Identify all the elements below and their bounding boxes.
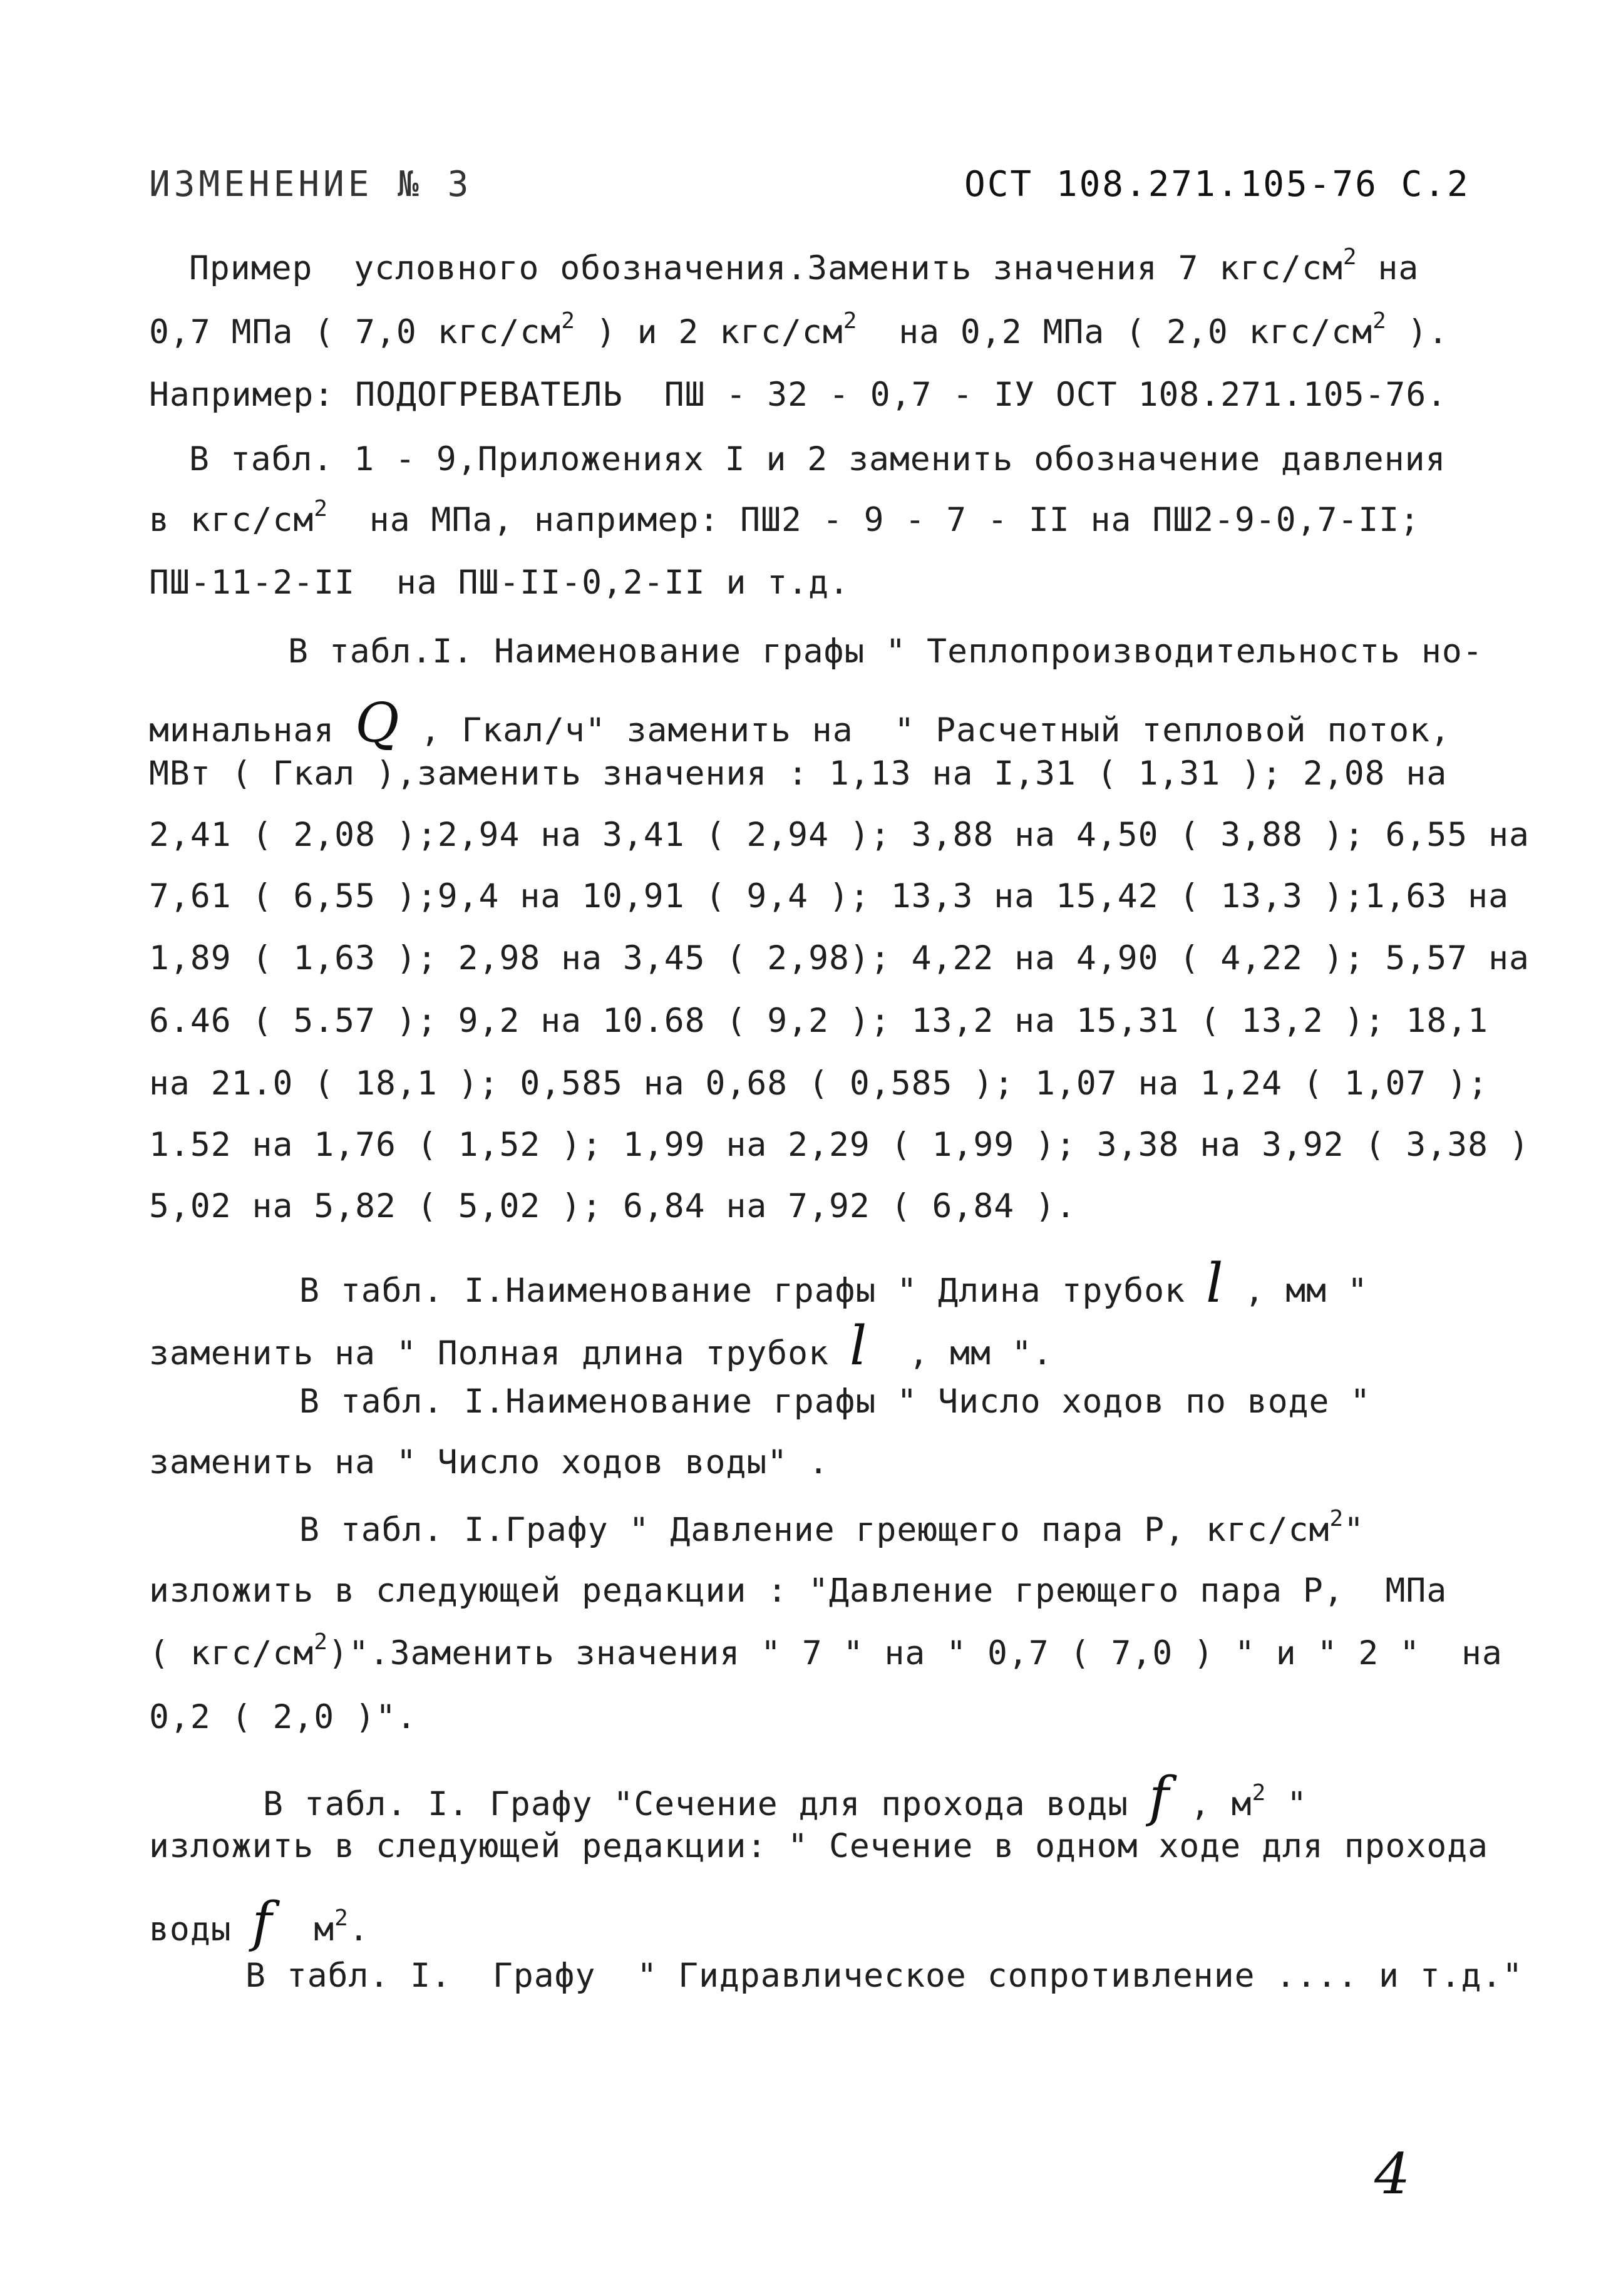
superscript: 2 bbox=[1342, 244, 1357, 270]
text-line bbox=[149, 1827, 1488, 1865]
handwritten-page-number: 4 bbox=[1374, 2141, 1411, 2207]
text-segment: , мм " bbox=[1223, 1272, 1368, 1310]
text-segment: минальная bbox=[149, 711, 356, 749]
text-line bbox=[288, 632, 1483, 671]
text-line bbox=[189, 440, 1446, 478]
handwritten-symbol: l bbox=[1205, 1252, 1224, 1315]
text-line bbox=[149, 1698, 417, 1736]
superscript: 2 bbox=[843, 308, 858, 334]
handwritten-symbol: f bbox=[1149, 1766, 1170, 1828]
text-segment: ). bbox=[1386, 313, 1449, 351]
handwritten-symbol: l bbox=[849, 1315, 868, 1377]
text-segment: 7,61 ( 6,55 );9,4 на 10,91 ( 9,4 ); 13,3 на 15,42 ( 13,3 );1,63 на bbox=[149, 877, 1509, 915]
text-segment: м bbox=[272, 1910, 335, 1949]
superscript: 2 bbox=[314, 496, 328, 522]
text-line bbox=[149, 1126, 1530, 1164]
superscript: 2 bbox=[561, 308, 575, 334]
text-line bbox=[299, 1252, 1368, 1315]
text-segment: , мм ". bbox=[867, 1334, 1053, 1372]
text-segment: 0,7 МПа ( 7,0 кгс/см bbox=[149, 313, 562, 351]
text-segment: 5,02 на 5,82 ( 5,02 ); 6,84 на 7,92 ( 6,84 ). bbox=[149, 1187, 1076, 1225]
text-segment: Например: ПОДОГРЕВАТЕЛЬ ПШ - 32 - 0,7 - IУ ОСТ 108.271.105-76. bbox=[149, 376, 1448, 414]
text-segment: ) и 2 кгс/см bbox=[575, 313, 843, 351]
text-segment: заменить на " Число ходов воды" . bbox=[149, 1443, 829, 1481]
text-line bbox=[149, 1002, 1488, 1040]
text-line bbox=[149, 1443, 829, 1481]
text-segment: изложить в следующей редакции : "Давление греющего пара Р, МПа bbox=[149, 1572, 1448, 1610]
text-line bbox=[149, 1315, 1053, 1377]
text-segment: В табл. I.Наименование графы " Длина трубок bbox=[299, 1272, 1206, 1310]
standard-code-header: ОСТ 108.271.105-76 С.2 bbox=[964, 164, 1470, 205]
text-line bbox=[149, 1891, 369, 1954]
text-line bbox=[299, 1506, 1365, 1549]
text-segment: В табл. 1 - 9,Приложениях I и 2 заменить обозначение давления bbox=[189, 440, 1446, 478]
handwritten-symbol: f bbox=[252, 1891, 273, 1954]
text-segment: на 0,2 МПа ( 2,0 кгс/см bbox=[857, 313, 1373, 351]
text-segment: 0,2 ( 2,0 )". bbox=[149, 1698, 417, 1736]
text-line bbox=[149, 1572, 1447, 1610]
text-segment: Пример условного обозначения.Заменить значения 7 кгс/см bbox=[189, 249, 1343, 287]
text-segment: на bbox=[1357, 249, 1419, 287]
text-line bbox=[149, 376, 1447, 414]
text-line bbox=[149, 939, 1530, 977]
text-line bbox=[149, 1064, 1488, 1103]
text-segment: ( кгс/см bbox=[149, 1634, 314, 1672]
text-line bbox=[149, 564, 850, 602]
text-segment: . bbox=[348, 1910, 369, 1949]
text-line bbox=[189, 244, 1419, 287]
text-line bbox=[149, 1629, 1503, 1672]
text-line bbox=[149, 496, 1421, 539]
text-segment: 6.46 ( 5.57 ); 9,2 на 10.68 ( 9,2 ); 13,2 на 15,31 ( 13,2 ); 18,1 bbox=[149, 1002, 1489, 1040]
text-segment: МВт ( Гкал ),заменить значения : 1,13 на I,31 ( 1,31 ); 2,08 на bbox=[149, 754, 1448, 793]
superscript: 2 bbox=[334, 1905, 349, 1931]
text-segment: воды bbox=[149, 1910, 252, 1949]
text-line bbox=[263, 1766, 1307, 1828]
text-segment: изложить в следующей редакции: " Сечение в одном ходе для прохода bbox=[149, 1827, 1489, 1865]
text-segment: , Гкал/ч" заменить на " Расчетный тепловой поток, bbox=[399, 711, 1451, 749]
text-segment: на 21.0 ( 18,1 ); 0,585 на 0,68 ( 0,585 ); 1,07 на 1,24 ( 1,07 ); bbox=[149, 1064, 1489, 1103]
text-line bbox=[149, 877, 1509, 915]
superscript: 2 bbox=[314, 1629, 328, 1655]
superscript: 2 bbox=[1252, 1780, 1267, 1806]
text-segment: , м bbox=[1169, 1785, 1252, 1823]
change-number-header: ИЗМЕНЕНИЕ № 3 bbox=[149, 164, 473, 205]
text-segment: в кгс/см bbox=[149, 501, 314, 539]
text-line bbox=[149, 754, 1447, 793]
text-segment: 1.52 на 1,76 ( 1,52 ); 1,99 на 2,29 ( 1,99 ); 3,38 на 3,92 ( 3,38 ) bbox=[149, 1126, 1530, 1164]
text-segment: В табл. I. Графу " Гидравлическое сопротивление .... и т.д." bbox=[245, 1957, 1523, 1995]
text-segment: 1,89 ( 1,63 ); 2,98 на 3,45 ( 2,98); 4,22 на 4,90 ( 4,22 ); 5,57 на bbox=[149, 939, 1530, 977]
text-segment: )".Заменить значения " 7 " на " 0,7 ( 7,0 ) " и " 2 " на bbox=[327, 1634, 1503, 1672]
text-segment: " bbox=[1266, 1785, 1308, 1823]
text-segment: ПШ-11-2-II на ПШ-II-0,2-II и т.д. bbox=[149, 564, 850, 602]
superscript: 2 bbox=[1329, 1506, 1344, 1532]
text-line bbox=[299, 1382, 1371, 1421]
text-line bbox=[149, 308, 1449, 351]
text-line bbox=[149, 816, 1530, 854]
text-segment: 2,41 ( 2,08 );2,94 на 3,41 ( 2,94 ); 3,88 на 4,50 ( 3,88 ); 6,55 на bbox=[149, 816, 1530, 854]
text-segment: В табл. I. Графу "Сечение для прохода воды bbox=[263, 1785, 1150, 1823]
text-segment: В табл. I.Графу " Давление греющего пара Р, кгс/см bbox=[299, 1511, 1330, 1549]
text-line bbox=[149, 692, 1451, 754]
text-segment: " bbox=[1344, 1511, 1365, 1549]
superscript: 2 bbox=[1372, 308, 1387, 334]
handwritten-symbol: Q bbox=[355, 692, 400, 754]
text-line bbox=[245, 1957, 1523, 1995]
text-segment: В табл. I.Наименование графы " Число ходов по воде " bbox=[299, 1382, 1371, 1421]
text-segment: заменить на " Полная длина трубок bbox=[149, 1334, 850, 1372]
text-line bbox=[149, 1187, 1076, 1225]
text-segment: на МПа, например: ПШ2 - 9 - 7 - II на ПШ2-9-0,7-II; bbox=[327, 501, 1421, 539]
text-segment: В табл.I. Наименование графы " Теплопроизводительность но- bbox=[288, 632, 1483, 671]
